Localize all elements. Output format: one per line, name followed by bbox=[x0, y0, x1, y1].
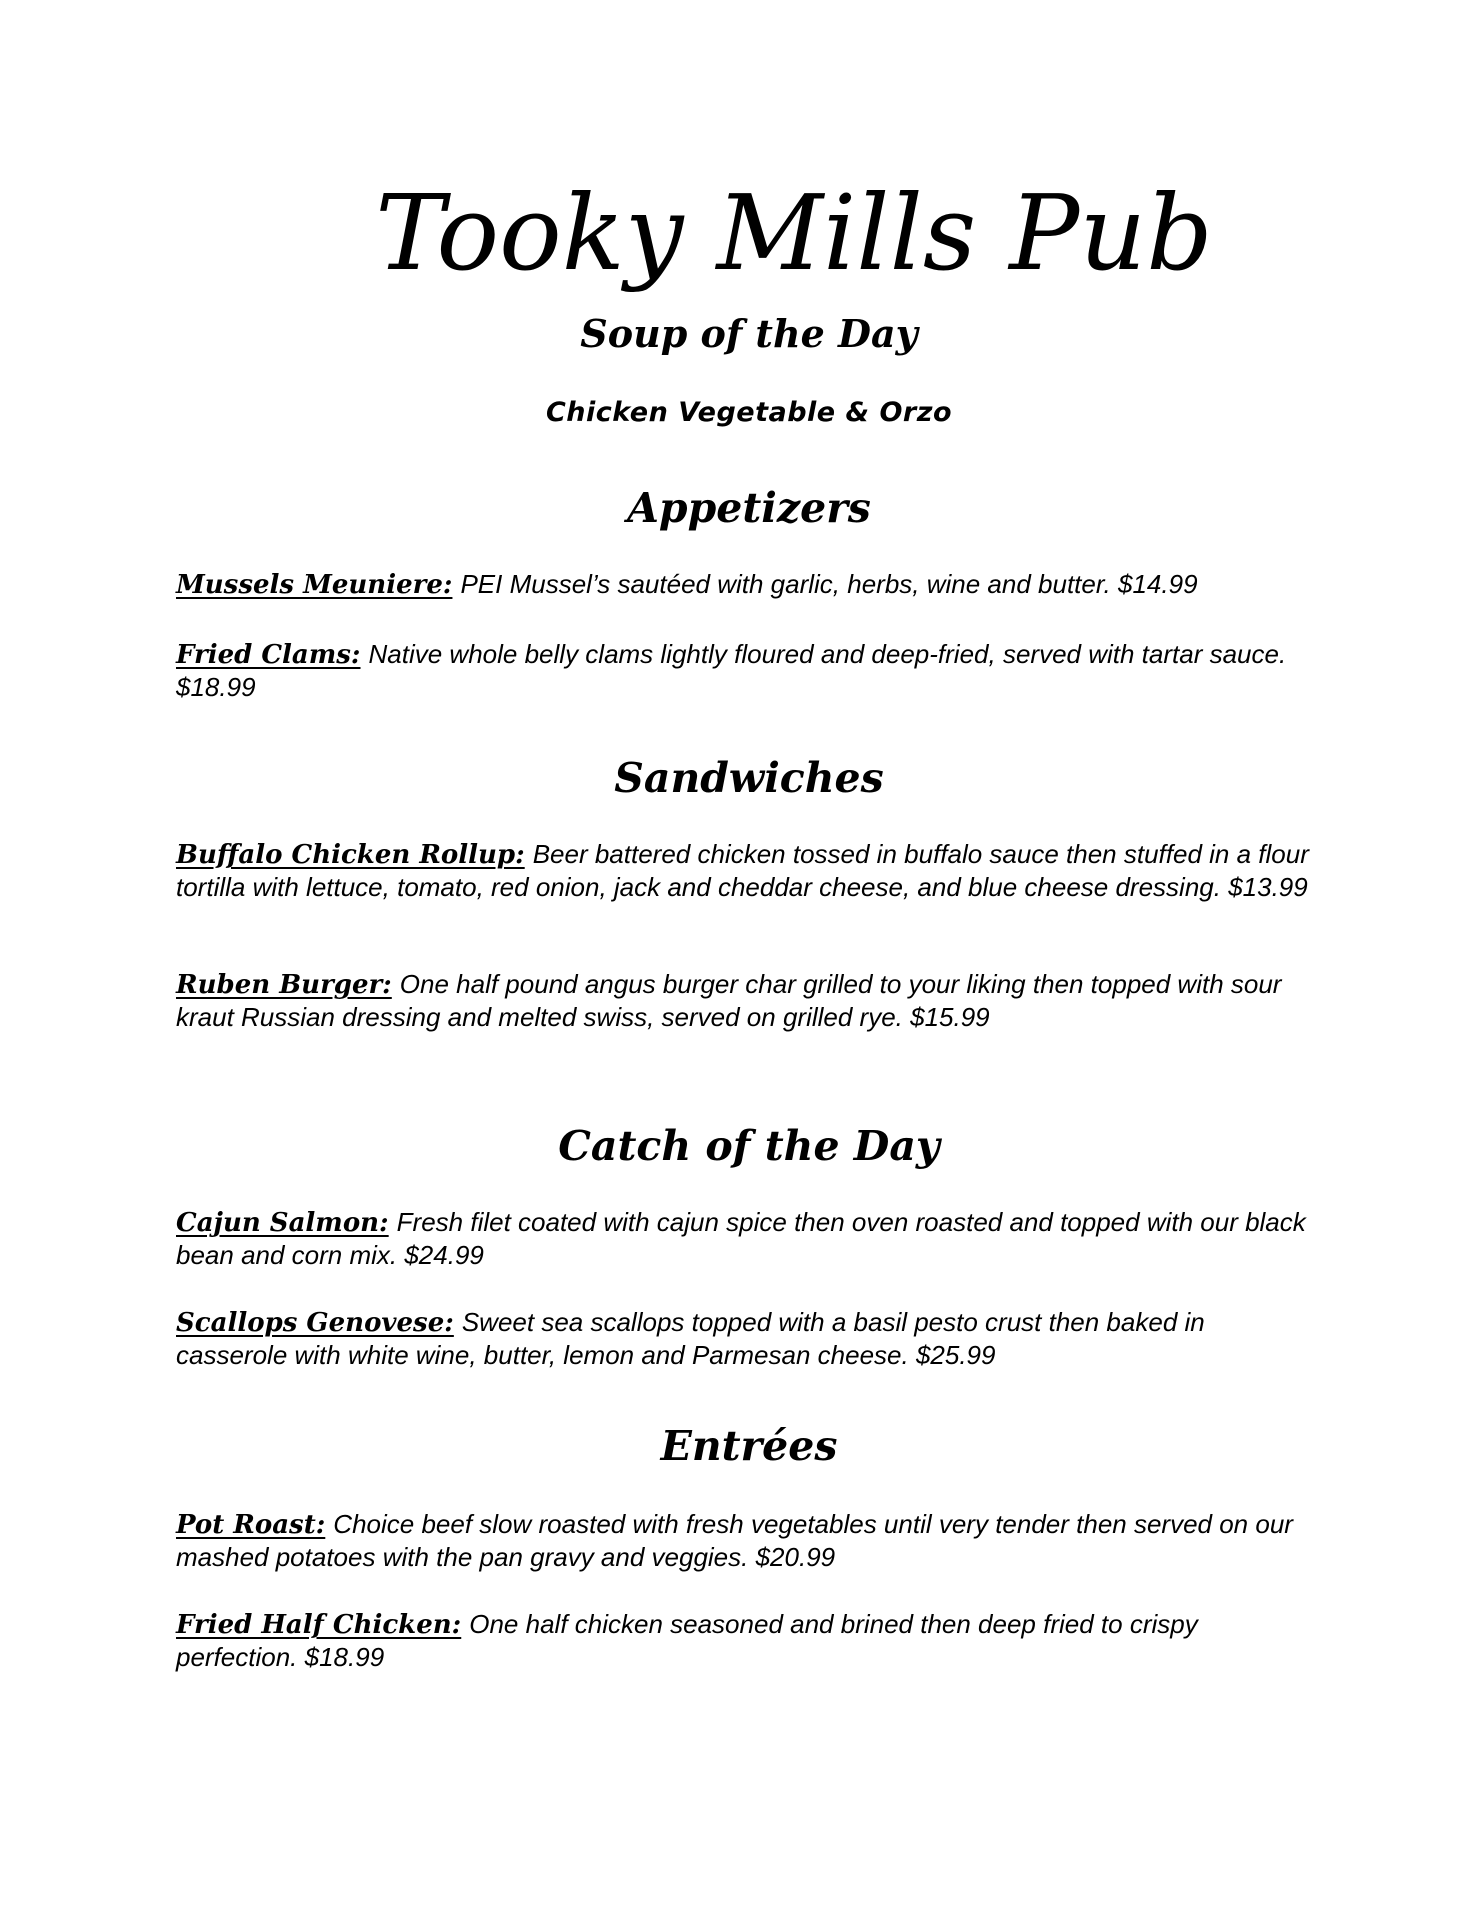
menu-item bbox=[176, 568, 1316, 601]
menu-item-name: Fried Clams: bbox=[176, 640, 361, 670]
menu-item bbox=[176, 1306, 1316, 1371]
menu-item-description: Native whole belly clams lightly floured and deep-fried, served with tartar sauce. $18.99 bbox=[176, 639, 1287, 702]
menu-item bbox=[176, 1608, 1316, 1673]
menu-item-description: Sweet sea scallops topped with a basil pesto crust then baked in casserole with white wine, butter, lemon and Parmesan cheese. $25.99 bbox=[176, 1307, 1205, 1370]
menu-item-description: Fresh filet coated with cajun spice then oven roasted and topped with our black bean and corn mix. $24.99 bbox=[176, 1207, 1306, 1270]
menu-item-description: PEI Mussel’s sautéed with garlic, herbs, wine and butter. $14.99 bbox=[460, 569, 1198, 599]
menu-item-description: Beer battered chicken tossed in buffalo sauce then stuffed in a flour tortilla with lettuce, tomato, red onion, jack and cheddar cheese, and blue cheese dressing. $13.99 bbox=[176, 839, 1309, 902]
menu-item-name: Ruben Burger: bbox=[176, 970, 392, 1000]
section-heading-catch-of-the-day: Catch of the Day bbox=[558, 1122, 940, 1170]
menu-item-name: Mussels Meuniere: bbox=[176, 570, 453, 600]
menu-item-description: Choice beef slow roasted with fresh vegetables until very tender then served on our mashed potatoes with the pan gravy and veggies. $20.99 bbox=[176, 1509, 1293, 1572]
section-heading-appetizers: Appetizers bbox=[627, 484, 871, 532]
soup-value: Chicken Vegetable & Orzo bbox=[545, 397, 952, 428]
menu-item-name: Scallops Genovese: bbox=[176, 1308, 454, 1338]
menu-item bbox=[176, 968, 1316, 1033]
menu-item bbox=[176, 1206, 1316, 1271]
menu-item-description: One half chicken seasoned and brined then deep fried to crispy perfection. $18.99 bbox=[176, 1609, 1198, 1672]
section-heading-entrees: Entrées bbox=[660, 1422, 838, 1470]
menu-item-name: Pot Roast: bbox=[176, 1510, 326, 1540]
menu-item-description: One half pound angus burger char grilled to your liking then topped with sour kraut Russian dressing and melted swiss, served on grilled rye. $15.99 bbox=[176, 969, 1282, 1032]
restaurant-title: Tooky Mills Pub bbox=[375, 172, 1213, 294]
menu-item bbox=[176, 838, 1316, 903]
menu-item-name: Fried Half Chicken: bbox=[176, 1610, 462, 1640]
section-heading-sandwiches: Sandwiches bbox=[614, 754, 884, 802]
menu-item bbox=[176, 1508, 1316, 1573]
menu-item-name: Buffalo Chicken Rollup: bbox=[176, 840, 525, 870]
menu-item-name: Cajun Salmon: bbox=[176, 1208, 389, 1238]
menu-item bbox=[176, 638, 1316, 703]
soup-heading: Soup of the Day bbox=[580, 311, 918, 356]
